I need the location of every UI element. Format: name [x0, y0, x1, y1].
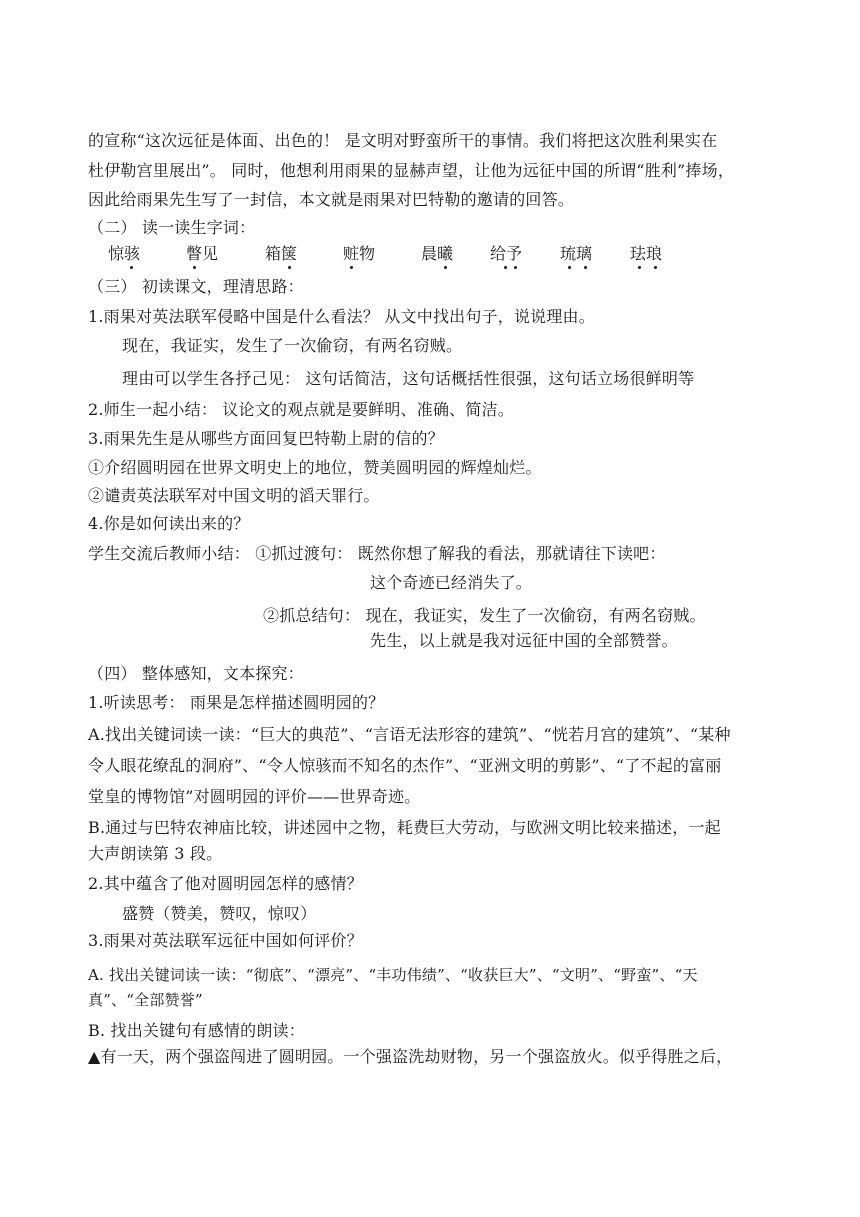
vocab-word-text: 给予 — [490, 244, 523, 263]
q4-summary-quote: 先生，以上就是我对远征中国的全部赞誉。 — [370, 631, 678, 650]
r1-keywords-line-1: A.找出关键词读一读：“巨大的典范”、“言语无法形容的建筑”、“恍若月宫的建筑”、“某种 — [88, 725, 731, 744]
r1-keywords-line-2: 令人眼花缭乱的洞府”、“令人惊骇而不知名的杰作”、“亚洲文明的剪影”、“了不起的富丽 — [88, 756, 722, 775]
vocab-word-text: 晨曦 — [421, 244, 454, 263]
q3-answer-2: ②谴责英法联军对中国文明的滔天罪行。 — [88, 486, 380, 505]
intro-line-2: 杜伊勒宫里展出”。 同时，他想利用雨果的显赫声望，让他为远征中国的所谓“胜利”捧场， — [88, 161, 735, 180]
q4-text: 4.你是如何读出来的？ — [88, 514, 250, 533]
r3-keywords-line-1: A. 找出关键词读一读：“彻底”、“漂亮”、“丰功伟绩”、“收获巨大”、“文明”、“野蛮”、“天 — [88, 966, 698, 984]
q4-summary: 学生交流后教师小结： ①抓过渡句： 既然你想了解我的看法，那就请往下读吧： — [88, 544, 666, 563]
vocab-word-text: 琉璃 — [560, 244, 593, 263]
vocab-word-text: 惊骇 — [108, 244, 141, 263]
vocab-word — [630, 244, 662, 264]
r2-text: 2.其中蕴含了他对圆明园怎样的感情？ — [88, 874, 363, 893]
vocab-word — [560, 244, 592, 264]
r1-keywords-line-3: 堂皇的博物馆”对圆明园的评价——世界奇迹。 — [88, 787, 421, 806]
r3-keywords-line-2: 真”、“全部赞誉” — [88, 991, 203, 1009]
vocab-word-text: 珐琅 — [630, 244, 663, 263]
r1-compare-line-2: 大声朗读第 3 段。 — [88, 844, 223, 863]
vocab-word — [490, 244, 522, 264]
q4-transition-quote: 这个奇迹已经消失了。 — [370, 573, 533, 592]
r3-quote-line: ▲有一天，两个强盗闯进了圆明园。一个强盗洗劫财物，另一个强盗放火。似乎得胜之后， — [88, 1047, 733, 1066]
vocab-row — [0, 244, 860, 278]
q1-answer-reason: 理由可以学生各抒己见： 这句话简洁，这句话概括性很强，这句话立场很鲜明等 — [122, 369, 695, 388]
vocab-word — [421, 244, 453, 264]
r1-compare-line-1: B.通过与巴特农神庙比较，讲述园中之物，耗费巨大劳动，与欧洲文明比较来描述，一起 — [88, 818, 721, 837]
vocab-word — [265, 244, 297, 264]
r1-text: 1.听读思考： 雨果是怎样描述圆明园的？ — [88, 693, 385, 712]
vocab-word-text: 箱箧 — [265, 244, 298, 263]
vocab-word — [186, 244, 218, 264]
vocab-word — [343, 244, 375, 264]
q1-text: 1.雨果对英法联军侵略中国是什么看法？ 从文中找出句子，说说理由。 — [88, 307, 595, 326]
section-2-heading: （二） 读一读生字词： — [88, 218, 256, 237]
vocab-word-text: 赃物 — [343, 244, 376, 263]
r3-text: 3.雨果对英法联军远征中国如何评价？ — [88, 931, 363, 950]
section-3-heading: （三） 初读课文，理清思路： — [88, 277, 304, 296]
q2-text: 2.师生一起小结： 议论文的观点就是要鲜明、准确、简洁。 — [88, 400, 514, 419]
q3-answer-1: ①介绍圆明园在世界文明史上的地位，赞美圆明园的辉煌灿烂。 — [88, 458, 542, 477]
r3-sentence-heading: B. 找出关键句有感情的朗读： — [88, 1021, 305, 1040]
intro-line-3: 因此给雨果先生写了一封信，本文就是雨果对巴特勒的邀请的回答。 — [88, 190, 575, 209]
vocab-word-text: 瞥见 — [186, 244, 219, 263]
q4-summary-sentence: ②抓总结句： 现在，我证实，发生了一次偷窃，有两名窃贼。 — [263, 606, 706, 625]
r2-answer: 盛赞（赞美，赞叹，惊叹） — [122, 904, 317, 923]
q3-text: 3.雨果先生是从哪些方面回复巴特勒上尉的信的？ — [88, 429, 444, 448]
intro-line-1: 的宣称“这次远征是体面、出色的！ 是文明对野蛮所干的事情。我们将把这次胜利果实在 — [88, 131, 718, 150]
q1-answer-quote: 现在，我证实，发生了一次偷窃，有两名窃贼。 — [122, 336, 463, 355]
vocab-word — [108, 244, 140, 264]
section-4-heading: （四） 整体感知，文本探究： — [88, 664, 304, 683]
